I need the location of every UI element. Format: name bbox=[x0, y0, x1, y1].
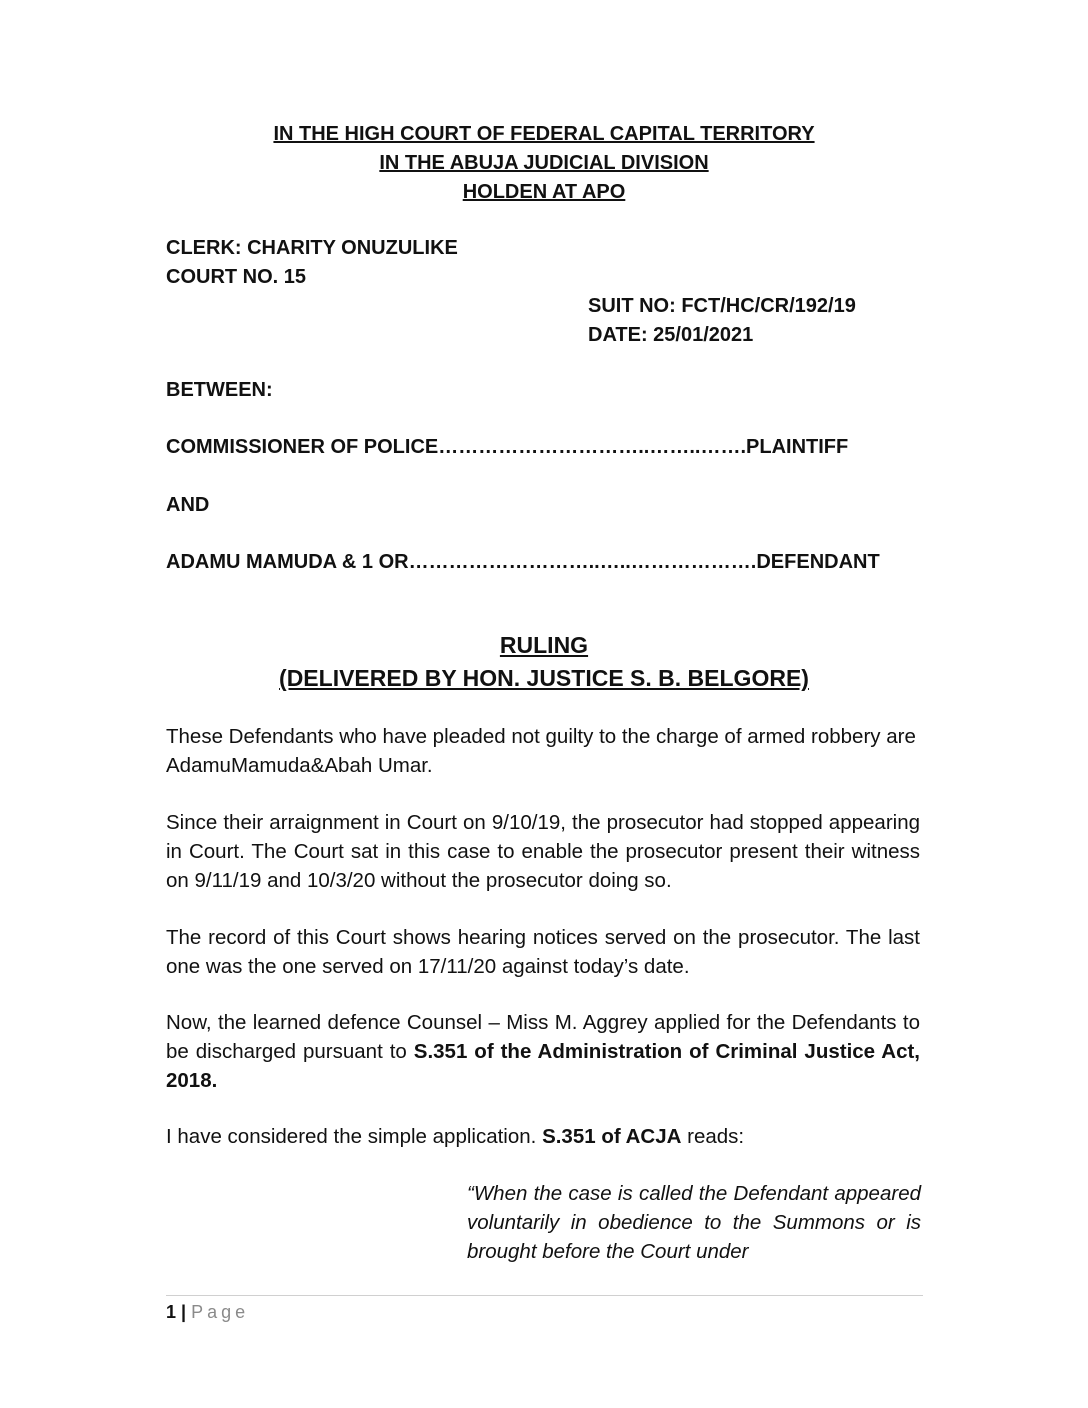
paragraph-5 bbox=[166, 1122, 920, 1151]
paragraph-4-text: Now, the learned defence Counsel – Miss M. Aggrey applied for the Defendants to be discharged pursuant to bbox=[166, 1011, 920, 1063]
court-heading bbox=[0, 120, 1088, 207]
defendant-line: ADAMU MAMUDA & 1 OR………………………..…..……………….DEFENDANT bbox=[166, 551, 880, 573]
ruling-delivered-by: (DELIVERED BY HON. JUSTICE S. B. BELGORE) bbox=[279, 665, 809, 691]
clerk-name: CLERK: CHARITY ONUZULIKE bbox=[166, 237, 458, 259]
page-footer bbox=[166, 1300, 249, 1324]
statute-quote: “When the case is called the Defendant appeared voluntarily in obedience to the Summons or is brought before the Court under bbox=[467, 1182, 921, 1263]
court-line-1: IN THE HIGH COURT OF FEDERAL CAPITAL TERRITORY bbox=[273, 123, 815, 145]
between-label: BETWEEN: bbox=[166, 379, 273, 401]
footer-divider bbox=[166, 1295, 923, 1296]
paragraph-1: These Defendants who have pleaded not guilty to the charge of armed robbery are AdamuMamuda&Abah Umar. bbox=[166, 725, 916, 777]
suit-number: SUIT NO: FCT/HC/CR/192/19 bbox=[588, 295, 856, 317]
page-number: 1 bbox=[166, 1302, 177, 1322]
paragraph-4 bbox=[166, 1008, 920, 1095]
court-number: COURT NO. 15 bbox=[166, 266, 307, 288]
and-label: AND bbox=[166, 494, 210, 516]
page-label: Page bbox=[191, 1302, 250, 1322]
paragraph-5-statute: S.351 of ACJA bbox=[542, 1125, 682, 1148]
paragraph-2: Since their arraignment in Court on 9/10/19, the prosecutor had stopped appearing in Court. The Court sat in this case to enable the prosecutor present their witness on 9/11/19 and 10/3/20 without the prosecutor doing so. bbox=[166, 811, 920, 892]
ruling-date: DATE: 25/01/2021 bbox=[588, 324, 754, 346]
court-line-3: HOLDEN AT APO bbox=[462, 181, 626, 203]
paragraph-4-statute: S.351 of the Administration of Criminal Justice Act, 2018. bbox=[166, 1040, 920, 1092]
ruling-heading bbox=[0, 629, 1088, 695]
paragraph-3: The record of this Court shows hearing notices served on the prosecutor. The last one was the one served on 17/11/20 against today’s date. bbox=[166, 926, 920, 978]
clerk-block bbox=[166, 234, 458, 292]
footer-separator: | bbox=[181, 1302, 187, 1322]
paragraph-5-tail: reads: bbox=[681, 1125, 745, 1148]
ruling-title: RULING bbox=[499, 632, 589, 658]
suit-block bbox=[588, 292, 856, 350]
paragraph-5-text: I have considered the simple application. bbox=[166, 1125, 543, 1148]
plaintiff-line: COMMISSIONER OF POLICE…………………………..……..…….PLAINTIFF bbox=[166, 436, 849, 458]
court-line-2: IN THE ABUJA JUDICIAL DIVISION bbox=[379, 152, 709, 174]
